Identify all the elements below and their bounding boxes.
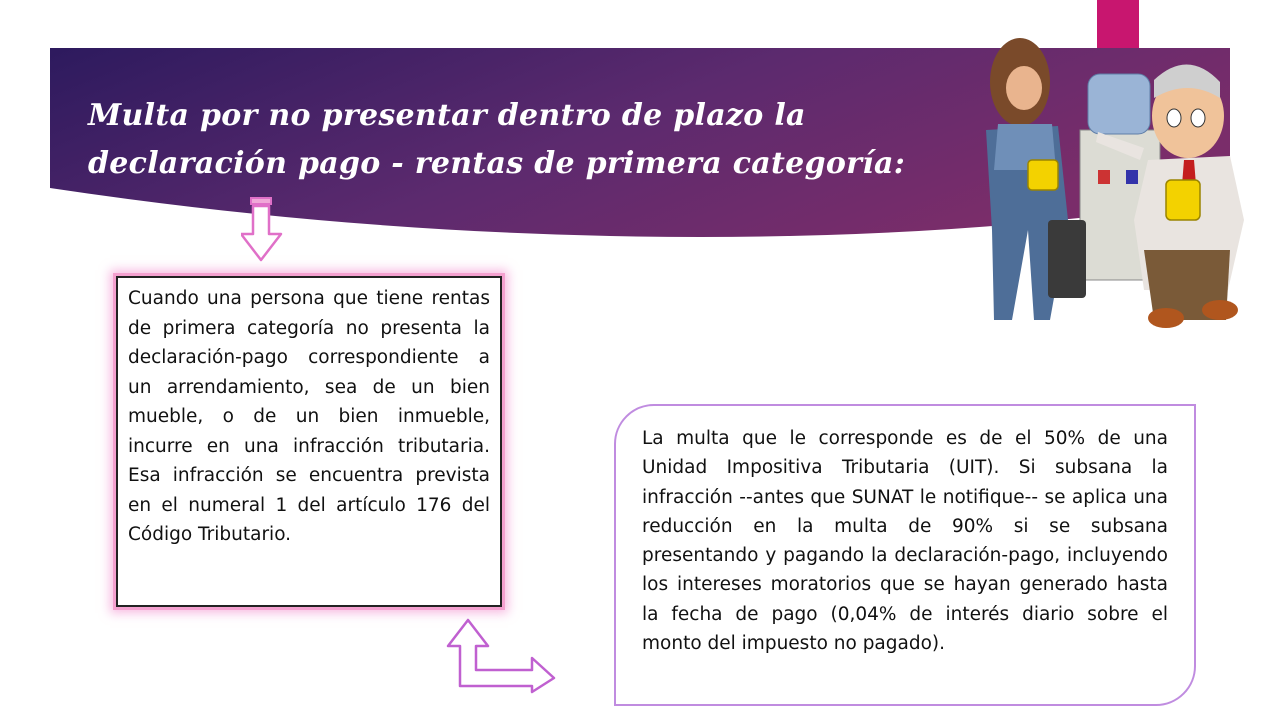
left-explanation-box: Cuando una persona que tiene rentas de primera categoría no presenta la declaración-pago correspondiente a un arrendamiento, sea de un bien mueble, o de un bien inmueble, incurre en una infracción tributaria. Esa infracción se encuentra prevista en el numeral 1 del artículo 176 del Código Tributario.: [116, 276, 502, 607]
right-explanation-box: La multa que le corresponde es de el 50% de una Unidad Impositiva Tributaria (UIT). Si subsana la infracción --antes que SUNAT le notifique-- se aplica una reducción en la multa de 90% si se subsana presentando y pagando la declaración-pago, incluyendo los intereses moratorios que se hayan generado hasta la fecha de pago (0,04% de interés diario sobre el monto del impuesto no pagado).: [614, 404, 1196, 706]
bent-arrow-icon: [446, 616, 558, 696]
slide-title: Multa por no presentar dentro de plazo la declaración pago - rentas de primera categoría:: [88, 98, 906, 181]
office-coworkers-coffee-illustration: [958, 20, 1258, 340]
arrow-down-icon: [241, 196, 283, 264]
